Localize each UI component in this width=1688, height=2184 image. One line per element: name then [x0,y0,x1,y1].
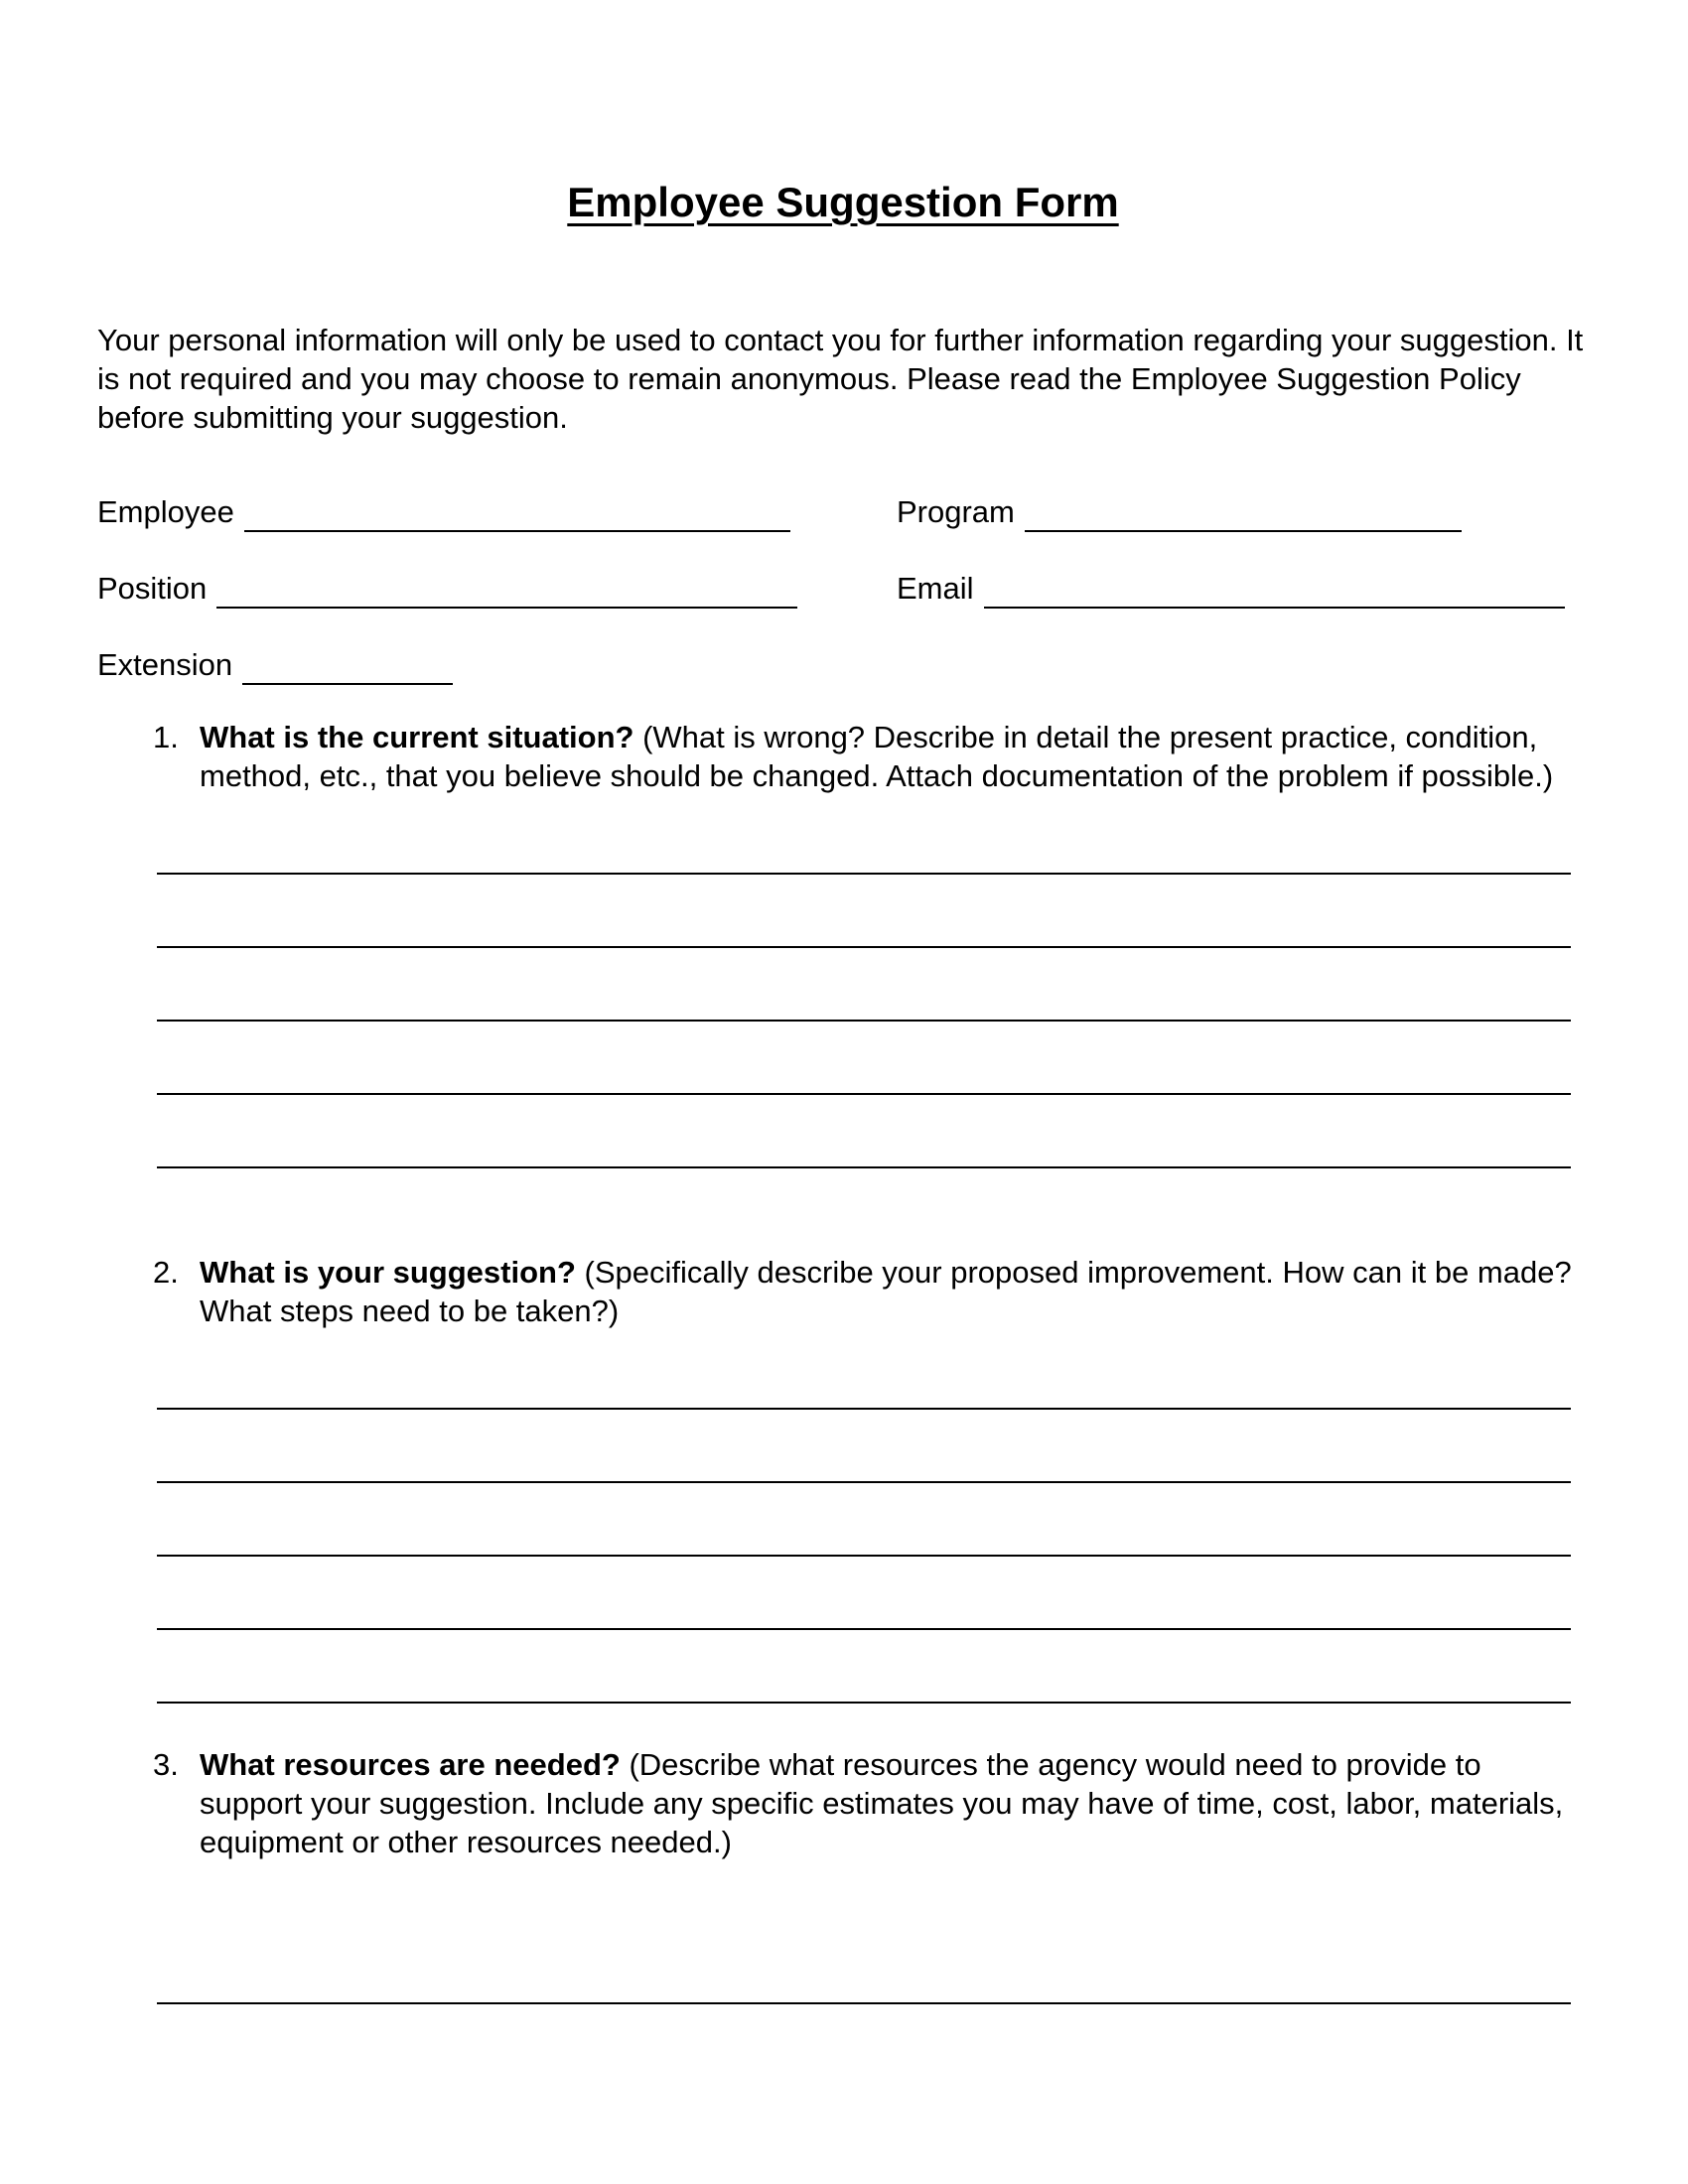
question-2-body [200,1253,1589,1330]
answer-line[interactable] [157,1483,1571,1557]
field-program [897,492,1462,532]
question-2-answer-lines [157,1336,1589,1704]
form-title: Employee Suggestion Form [567,179,1119,225]
employee-input-line[interactable] [244,496,790,532]
question-2 [97,1253,1589,1704]
question-2-detail: (Specifically describe your proposed improvement. How can it be made? What steps need to be taken?) [200,1255,1572,1328]
question-1-detail: (What is wrong? Describe in detail the present practice, condition, method, etc., that you believe should be changed. Attach documentation of the problem if possible.) [200,720,1554,793]
answer-line[interactable] [157,1336,1571,1410]
position-label: Position [97,571,208,606]
question-1-number: 1. [153,720,179,754]
field-row-3 [97,641,1589,685]
position-input-line[interactable] [216,573,797,609]
answer-line[interactable] [157,1931,1571,2004]
question-1-title: What is the current situation? [200,720,634,754]
question-1-answer-lines [157,801,1589,1168]
question-1-body [200,718,1589,795]
answer-line[interactable] [157,1630,1571,1704]
program-label: Program [897,494,1015,529]
question-3-number: 3. [153,1747,179,1782]
answer-line[interactable] [157,1557,1571,1630]
program-input-line[interactable] [1025,496,1462,532]
question-3 [97,1745,1589,2004]
question-3-body [200,1745,1589,1861]
question-1-text [153,718,1589,795]
answer-line[interactable] [157,1410,1571,1483]
question-2-title: What is your suggestion? [200,1255,576,1290]
contact-fields-section [97,488,1589,685]
answer-line[interactable] [157,875,1571,948]
email-label: Email [897,571,974,606]
field-extension [97,645,897,685]
answer-line[interactable] [157,1022,1571,1095]
question-1 [97,718,1589,1168]
question-3-answer-lines [157,1931,1589,2004]
question-2-number: 2. [153,1255,179,1290]
question-3-text [153,1745,1589,1861]
question-3-title: What resources are needed? [200,1747,621,1782]
field-row-1 [97,488,1589,532]
question-2-text [153,1253,1589,1330]
field-position [97,569,897,609]
question-3-detail: (Describe what resources the agency would need to provide to support your suggestion. Include any specific estimates you may have of time, cost, labor, materials, equipment or other resources needed.) [200,1747,1564,1859]
questions-section [97,718,1589,2004]
email-input-line[interactable] [984,573,1565,609]
answer-line[interactable] [157,1095,1571,1168]
field-row-2 [97,565,1589,609]
answer-line[interactable] [157,801,1571,875]
intro-paragraph: Your personal information will only be used to contact you for further information regarding your suggestion. It is not required and you may choose to remain anonymous. Please read the Employee Suggestion Policy before submitting your suggestion. [97,323,1584,435]
extension-label: Extension [97,647,233,682]
field-employee [97,492,897,532]
field-email [897,569,1565,609]
answer-line[interactable] [157,948,1571,1022]
extension-input-line[interactable] [242,649,453,685]
employee-label: Employee [97,494,234,529]
